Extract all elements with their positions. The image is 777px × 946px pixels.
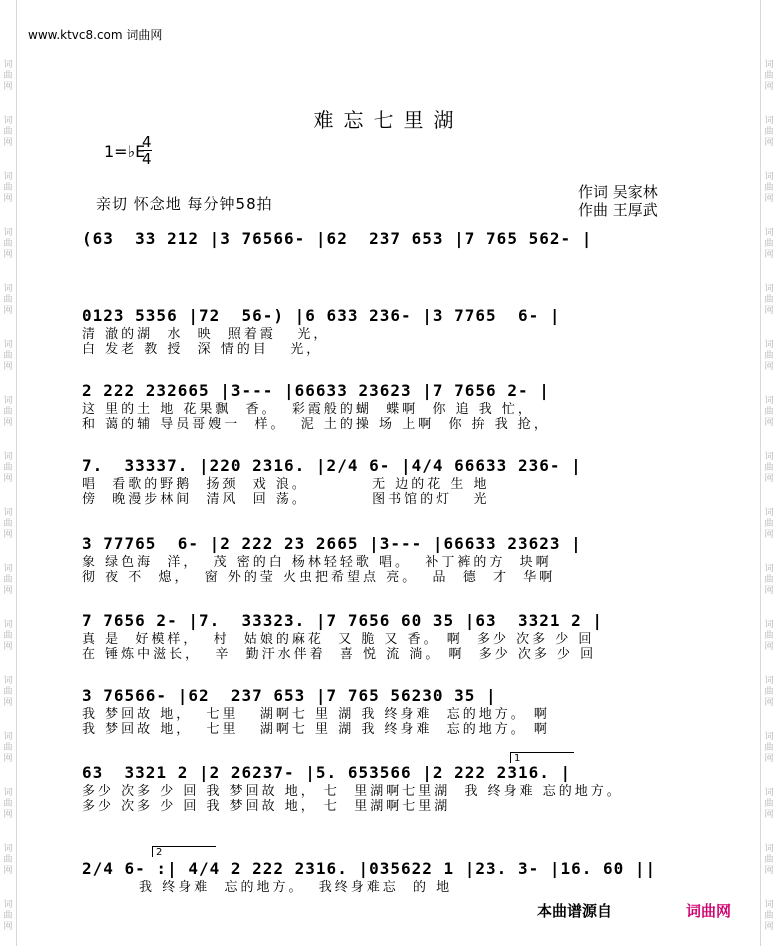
watermark-mark: 词曲网 xyxy=(764,620,774,652)
lyric-line-1: 清 澈的湖 水 映 照着霞 光， xyxy=(82,327,330,342)
volta-bracket-1: 1 xyxy=(510,752,574,763)
watermark-mark: 词曲网 xyxy=(3,284,13,316)
watermark-mark: 词曲网 xyxy=(3,844,13,876)
notation-line: 3 76566- |62 237 653 |7 765 56230 35 | xyxy=(82,686,497,705)
watermark-mark: 词曲网 xyxy=(764,564,774,596)
watermark-mark: 词曲网 xyxy=(764,844,774,876)
watermark-mark: 词曲网 xyxy=(3,508,13,540)
watermark-mark: 词曲网 xyxy=(3,172,13,204)
lyricist: 作词 吴家林 xyxy=(578,183,658,201)
score-system xyxy=(82,455,698,507)
lyric-line-1: 多少 次多 少 回 我 梦回故 地， 七 里湖啊七里湖 我 终身难 忘的地方。 xyxy=(82,784,623,799)
lyric-line-1: 象 绿色海 洋， 茂 密的白 杨林轻轻歌 唱。 补丁裤的方 块啊 xyxy=(82,555,552,570)
time-signature-bottom: 4 xyxy=(142,150,152,168)
lyric-line-2: 我 梦回故 地， 七里 湖啊七 里 湖 我 终身难 忘的地方。 啊 xyxy=(82,722,550,737)
watermark-mark: 词曲网 xyxy=(764,60,774,92)
lyric-line-2: 和 蔼的辅 导员哥嫂一 样。 泥 土的操 场 上啊 你 拚 我 抢， xyxy=(82,417,550,432)
watermark-mark: 词曲网 xyxy=(764,732,774,764)
watermark-mark: 词曲网 xyxy=(764,900,774,932)
footer-source: 本曲谱源自 xyxy=(537,902,613,920)
lyric-line-2: 多少 次多 少 回 我 梦回故 地， 七 里湖啊七里湖 xyxy=(82,799,451,814)
notation-line: 0123 5356 |72 56-) |6 633 236- |3 7765 6- | xyxy=(82,306,561,325)
watermark-mark: 词曲网 xyxy=(764,284,774,316)
notation-line: 2 222 232665 |3--- |66633 23623 |7 7656 2- | xyxy=(82,381,550,400)
time-signature-top: 4 xyxy=(142,133,152,151)
notation-line: 63 3321 2 |2 26237- |5. 653566 |2 222 2316. | xyxy=(82,763,572,782)
credits xyxy=(578,183,658,219)
notation-line: 7 7656 2- |7. 33323. |7 7656 60 35 |63 3321 2 | xyxy=(82,611,604,630)
watermark-mark: 词曲网 xyxy=(3,732,13,764)
watermark-mark: 词曲网 xyxy=(3,396,13,428)
notation-line: 2/4 6- :| 4/4 2 222 2316. |035622 1 |23. 3- |16. 60 || xyxy=(82,859,657,878)
watermark-mark: 词曲网 xyxy=(764,340,774,372)
watermark-mark: 词曲网 xyxy=(3,60,13,92)
composer: 作曲 王厚武 xyxy=(578,201,658,219)
lyric-line-1: 我 终身难 忘的地方。 我终身难忘 的 地 xyxy=(82,880,453,895)
key-signature: 1=♭E xyxy=(104,142,146,161)
watermark-mark: 词曲网 xyxy=(764,228,774,260)
lyric-line-1: 我 梦回故 地， 七里 湖啊七 里 湖 我 终身难 忘的地方。 啊 xyxy=(82,707,550,722)
watermark-mark: 词曲网 xyxy=(3,340,13,372)
watermark-mark: 词曲网 xyxy=(3,564,13,596)
watermark-mark: 词曲网 xyxy=(764,116,774,148)
watermark-mark: 词曲网 xyxy=(3,620,13,652)
score-system xyxy=(82,228,698,250)
score-system xyxy=(82,305,698,357)
watermark-mark: 词曲网 xyxy=(3,900,13,932)
watermark-mark: 词曲网 xyxy=(3,228,13,260)
notation-line: 7. 33337. |220 2316. |2/4 6- |4/4 66633 236- | xyxy=(82,456,582,475)
watermark-mark: 词曲网 xyxy=(3,116,13,148)
watermark-mark: 词曲网 xyxy=(764,788,774,820)
time-signature xyxy=(142,134,152,167)
watermark-mark: 词曲网 xyxy=(764,508,774,540)
left-watermark-strip xyxy=(0,0,17,946)
score-system xyxy=(82,858,698,895)
watermark-mark: 词曲网 xyxy=(764,452,774,484)
lyric-line-1: 真 是 好模样， 村 姑娘的麻花 又 脆 又 香。 啊 多少 次多 少 回 xyxy=(82,632,595,647)
volta-bracket-2: 2 xyxy=(152,846,216,857)
score-system xyxy=(82,685,698,737)
lyric-line-2: 彻 夜 不 熄， 窗 外的莹 火虫把希望点 亮。 品 德 才 华啊 xyxy=(82,570,556,585)
notation-line: 3 77765 6- |2 222 23 2665 |3--- |66633 23623 | xyxy=(82,534,582,553)
site-header: www.ktvc8.com 词曲网 xyxy=(28,28,163,42)
footer-site-logo: 词曲网 xyxy=(686,902,732,920)
score-system xyxy=(82,610,698,662)
score-system xyxy=(82,380,698,432)
lyric-line-1: 唱 看歌的野鹅 扬颈 戏 浪。 无 边的花 生 地 xyxy=(82,477,490,492)
watermark-mark: 词曲网 xyxy=(764,172,774,204)
lyric-line-2: 在 锤炼中滋长， 辛 勤汗水伴着 喜 悦 流 淌。 啊 多少 次多 少 回 xyxy=(82,647,597,662)
tempo-marking: 亲切 怀念地 每分钟58拍 xyxy=(96,195,273,213)
score-system xyxy=(82,762,698,814)
watermark-mark: 词曲网 xyxy=(3,452,13,484)
lyric-line-1: 这 里的土 地 花果飘 香。 彩霞般的蝴 蝶啊 你 追 我 忙， xyxy=(82,402,534,417)
lyric-line-2: 傍 晚漫步林间 清风 回 荡。 图书馆的灯 光 xyxy=(82,492,490,507)
right-watermark-strip xyxy=(760,0,777,946)
watermark-mark: 词曲网 xyxy=(3,676,13,708)
score-system xyxy=(82,533,698,585)
notation-line: (63 33 212 |3 76566- |62 237 653 |7 765 562- | xyxy=(82,229,593,248)
watermark-mark: 词曲网 xyxy=(764,396,774,428)
lyric-line-2: 白 发老 教 授 深 情的目 光， xyxy=(82,342,323,357)
watermark-mark: 词曲网 xyxy=(3,788,13,820)
song-title: 难忘七里湖 xyxy=(313,108,464,132)
watermark-mark: 词曲网 xyxy=(764,676,774,708)
